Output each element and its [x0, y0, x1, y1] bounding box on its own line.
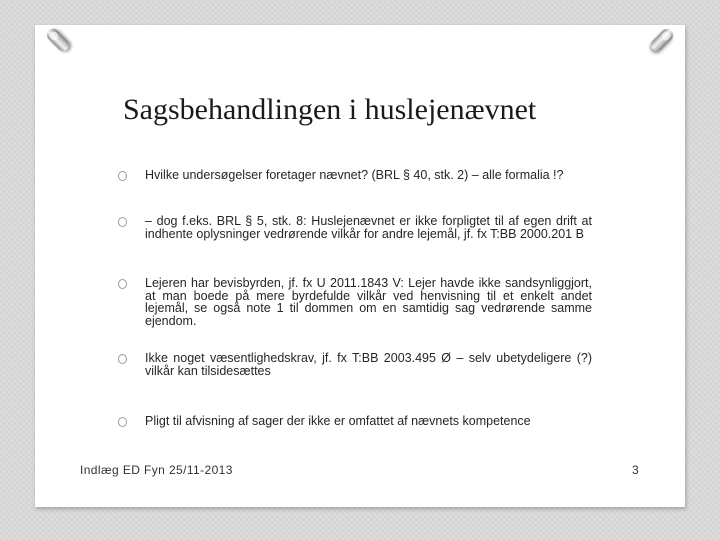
bullet-circle-icon — [118, 417, 127, 427]
bullet-text: Ikke noget væsentlighedskrav, jf. fx T:BB 2003.495 Ø – selv ubetydeligere (?) vilkår kan tilsidesættes — [145, 351, 592, 378]
bullet-circle-icon — [118, 279, 127, 289]
slide-footer: Indlæg ED Fyn 25/11-2013 — [80, 463, 233, 477]
bullet-text: Pligt til afvisning af sager der ikke er omfattet af nævnets kompetence — [145, 414, 531, 428]
page-number: 3 — [632, 463, 639, 477]
slide-title: Sagsbehandlingen i huslejenævnet — [123, 93, 537, 126]
bullet-circle-icon — [118, 217, 127, 227]
bullet-circle-icon — [118, 171, 127, 181]
bullet-text: Hvilke undersøgelser foretager nævnet? (BRL § 40, stk. 2) – alle formalia !? — [145, 168, 564, 182]
bullet-text: – dog f.eks. BRL § 5, stk. 8: Huslejenævnet er ikke forpligtet til af egen drift at indhente oplysninger vedrørende vilkår for andre lejemål, jf. fx T:BB 2000.201 B — [145, 214, 592, 241]
bullet-text: Lejeren har bevisbyrden, jf. fx U 2011.1843 V: Lejer havde ikke sandsynliggjort, at man boede på mere byrdefulde vilkår ved henvisning til et enkelt andet lejemål, se også note 1 til dommen om en samtidig sag vedrørende samme ejendom. — [145, 276, 592, 328]
bullet-circle-icon — [118, 354, 127, 364]
